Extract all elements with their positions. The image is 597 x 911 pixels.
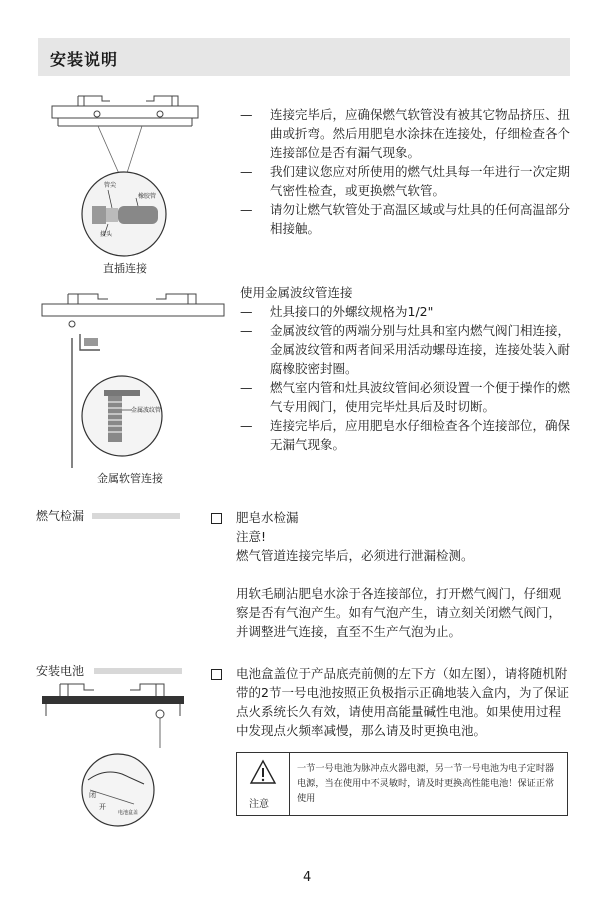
section-header [38, 38, 570, 76]
checkbox-icon [211, 513, 222, 524]
bullet-text: 灶具接口的外螺纹规格为1/2" [270, 304, 434, 319]
line1: 燃气管道连接完毕后，必须进行泄漏检测。 [236, 548, 474, 563]
label-metal-hose: 金属波纹管 [131, 407, 162, 414]
section2-text [240, 283, 574, 454]
bullet-text: 连接完毕后，应用肥皂水仔细检查各个连接部位，确保无漏气现象。 [270, 418, 571, 452]
dash: — [240, 202, 253, 217]
header-title: 安装说明 [50, 50, 119, 69]
note-text: 一节一号电池为脉冲点火器电源，另一节一号电池为电子定时器电源，当在使用中不灵敏时，请及时更换高性能电池！保证正常使用 [297, 763, 555, 804]
side-title-bar [92, 513, 180, 519]
bullet-text: 连接完毕后，应确保燃气软管没有被其它物品挤压、扭曲或折弯。然后用肥皂水涂抹在连接处，仔细检查各个连接部位是否有漏气现象。 [270, 107, 571, 160]
side-title-bar [94, 668, 182, 674]
label-close: 闭 [89, 791, 96, 799]
bullet-1 [240, 105, 574, 162]
label-rubber-hose: 橡胶管 [138, 193, 157, 200]
dash: — [240, 164, 253, 179]
label-nozzle: 管尖 [104, 182, 117, 189]
bullet-3 [240, 378, 574, 416]
note-left-cell [237, 753, 290, 815]
note-label: 注意! [236, 529, 267, 544]
caption-metal: 金属软管连接 [97, 472, 163, 485]
section1-text [240, 105, 574, 238]
bullet-1 [240, 302, 574, 321]
side-title-leak: 燃气检漏 [36, 509, 85, 523]
bullet-2 [240, 321, 574, 378]
metal-hose-connection-diagram [60, 328, 170, 468]
battery-para: 电池盒盖位于产品底壳前侧的左下方（如左图），请将随机附带的2节一号电池按照正负极指示正确地装入盒内，为了保证点火系统长久有效，请使用高能量碱性电池。如果使用过程中发现点火频率减慢，那么请及时更换电池。 [236, 666, 569, 738]
dash: — [240, 107, 253, 122]
bullet-text: 燃气室内管和灶具波纹管间必须设置一个便于操作的燃气专用阀门，使用完毕灶具后及时切断。 [270, 380, 571, 414]
bullet-text: 我们建议您应对所使用的燃气灶具每一年进行一次定期气密性检查，或更换燃气软管。 [270, 164, 571, 198]
dash: — [240, 323, 253, 338]
warning-icon [249, 759, 277, 785]
label-open: 开 [99, 803, 106, 811]
note-box [236, 752, 568, 816]
label-battery-cover: 电池盒盖 [118, 810, 139, 816]
bullet-text: 金属波纹管的两端分别与灶具和室内燃气阀门相连接，金属波纹管和两者间采用活动螺母连接，连接处装入耐腐橡胶密封圈。 [270, 323, 571, 376]
bullet-2 [240, 162, 574, 200]
leak-para: 用软毛刷沾肥皂水涂于各连接部位，打开燃气阀门，仔细观察是否有气泡产生。如有气泡产生，请立刻关闭燃气阀门，并调整进气连接，直至不生产气泡为止。 [236, 586, 562, 639]
bullet-3 [240, 200, 574, 238]
section3-text [236, 508, 572, 641]
direct-connection-diagram [78, 170, 170, 258]
bullet-text: 请勿让燃气软管处于高温区域或与灶具的任何高温部分相接触。 [270, 202, 571, 236]
dash: — [240, 380, 253, 395]
stove-top-figure-2 [38, 290, 228, 330]
dash: — [240, 304, 253, 319]
stove-top-figure-3 [38, 680, 188, 722]
checkbox-icon [211, 669, 222, 680]
dash: — [240, 418, 253, 433]
page-number: 4 [303, 870, 312, 885]
section2-title: 使用金属波纹管连接 [240, 285, 353, 300]
label-joint: 接头 [100, 231, 113, 238]
note-label: 注意 [249, 799, 269, 810]
caption-direct: 直插连接 [103, 262, 147, 275]
check-title: 肥皂水检漏 [236, 510, 299, 525]
side-title-battery: 安装电池 [36, 664, 85, 678]
bullet-4 [240, 416, 574, 454]
